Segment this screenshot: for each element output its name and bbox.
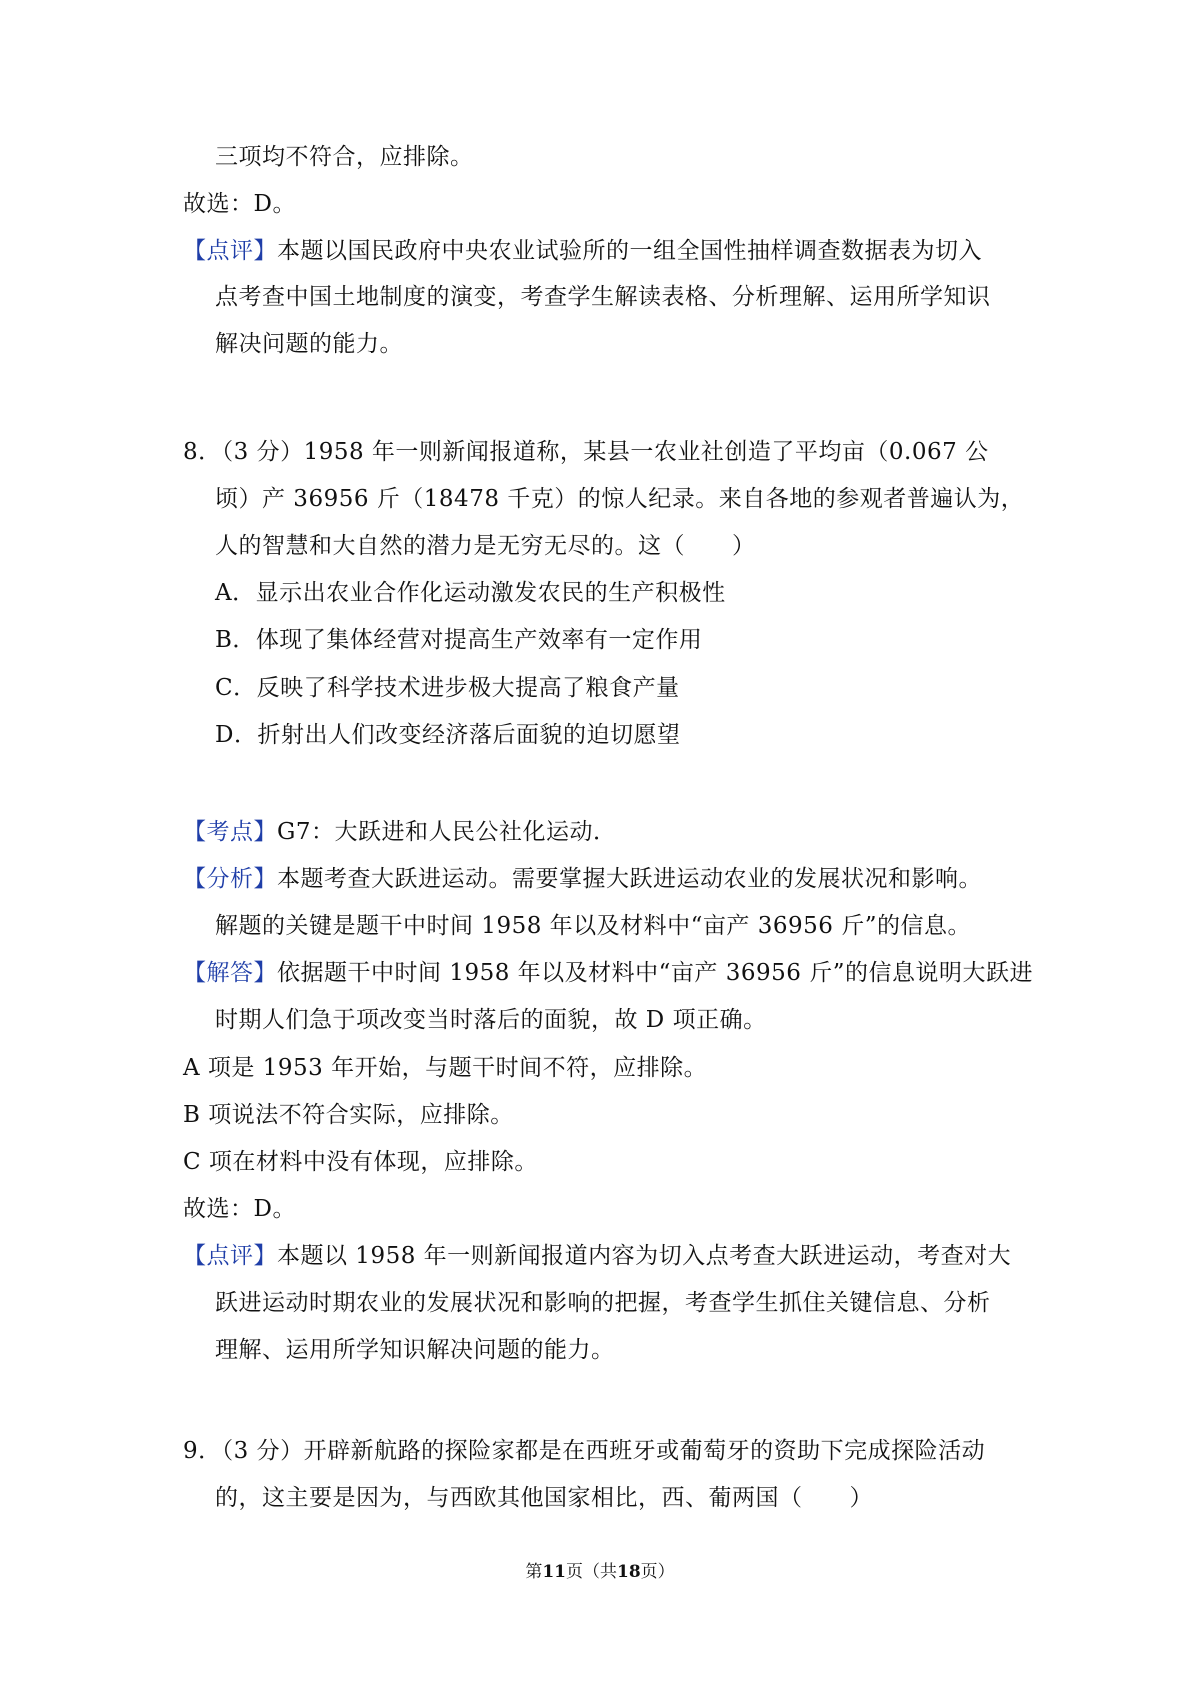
q8-jieda-line-1: 【解答】依据题干中时间 1958 年以及材料中“亩产 36956 斤”的信息说明大跃进	[183, 960, 1033, 986]
q8-option-a: A．显示出农业合作化运动激发农民的生产积极性	[215, 580, 726, 606]
q8-kaodian: 【考点】G7：大跃进和人民公社化运动．	[183, 819, 617, 845]
q8-stem-line-2: 顷）产 36956 斤（18478 千克）的惊人纪录。来自各地的参观者普遍认为，	[215, 486, 1025, 512]
q8-fenxi-line-2: 解题的关键是题干中时间 1958 年以及材料中“亩产 36956 斤”的信息。	[215, 913, 971, 939]
q8-c-explain: C 项在材料中没有体现，应排除。	[183, 1149, 538, 1175]
prev-answer: 故选：D。	[183, 191, 296, 217]
q8-stem-line-1: 8．（3 分）1958 年一则新闻报道称，某县一农业社创造了平均亩（0.067 公	[183, 439, 989, 465]
q8-comment-line-1: 【点评】本题以 1958 年一则新闻报道内容为切入点考查大跃进运动，考查对大	[183, 1243, 1012, 1269]
q8-answer: 故选：D。	[183, 1196, 296, 1222]
q8-option-b: B．体现了集体经营对提高生产效率有一定作用	[215, 627, 703, 653]
q8-jieda-line-2: 时期人们急于项改变当时落后的面貌，故 D 项正确。	[215, 1007, 767, 1033]
q8-fenxi-line-1: 【分析】本题考查大跃进运动。需要掌握大跃进运动农业的发展状况和影响。	[183, 866, 982, 892]
q8-b-explain: B 项说法不符合实际，应排除。	[183, 1102, 514, 1128]
prev-comment-line-3: 解决问题的能力。	[215, 331, 403, 357]
page-footer: 第11页（共18页）	[525, 1562, 675, 1582]
kaodian-tag: 【考点】	[183, 819, 277, 845]
q9-stem-line-1: 9．（3 分）开辟新航路的探险家都是在西班牙或葡萄牙的资助下完成探险活动	[183, 1438, 986, 1464]
q8-comment-line-2: 跃进运动时期农业的发展状况和影响的把握，考查学生抓住关键信息、分析	[215, 1290, 991, 1316]
prev-text-line: 三项均不符合，应排除。	[215, 144, 474, 170]
page-number: 11	[542, 1562, 566, 1582]
q8-option-d: D．折射出人们改变经济落后面貌的迫切愿望	[215, 722, 681, 748]
page-total: 18	[617, 1562, 641, 1582]
q8-stem-line-3: 人的智慧和大自然的潜力是无穷无尽的。这（ ）	[215, 533, 756, 559]
q8-option-c: C．反映了科学技术进步极大提高了粮食产量	[215, 675, 680, 701]
jieda-tag: 【解答】	[183, 960, 277, 986]
comment-tag: 【点评】	[183, 1243, 277, 1269]
fenxi-tag: 【分析】	[183, 866, 277, 892]
q8-a-explain: A 项是 1953 年开始，与题干时间不符，应排除。	[183, 1055, 708, 1081]
comment-tag: 【点评】	[183, 238, 277, 264]
q9-stem-line-2: 的，这主要是因为，与西欧其他国家相比，西、葡两国（ ）	[215, 1485, 873, 1511]
q8-comment-line-3: 理解、运用所学知识解决问题的能力。	[215, 1337, 615, 1363]
prev-comment-line-1: 【点评】本题以国民政府中央农业试验所的一组全国性抽样调查数据表为切入	[183, 238, 982, 264]
prev-comment-line-2: 点考查中国土地制度的演变，考查学生解读表格、分析理解、运用所学知识	[215, 284, 991, 310]
